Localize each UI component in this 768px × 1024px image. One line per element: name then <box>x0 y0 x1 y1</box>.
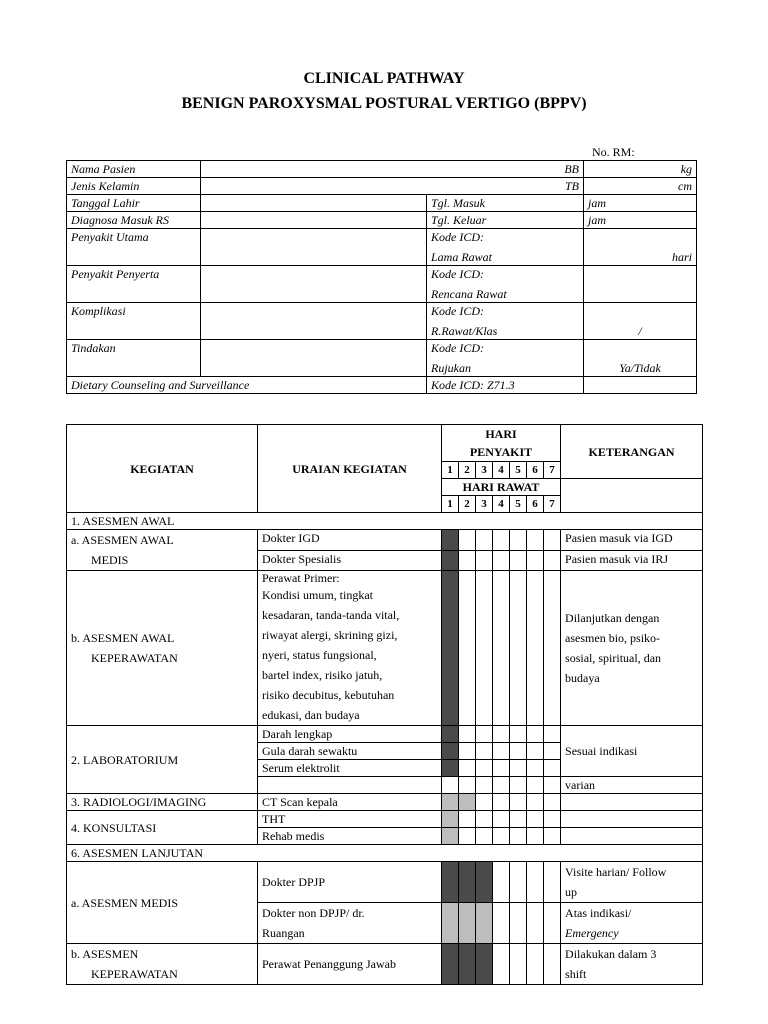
table-row <box>67 845 703 862</box>
day-number: 5 <box>510 462 527 479</box>
label-kode-icd-z: Kode ICD: Z71.3 <box>427 377 584 394</box>
day-cell <box>459 760 476 777</box>
table-row <box>67 425 703 462</box>
kegiatan-line: KEPERAWATAN <box>91 651 178 665</box>
day-cell-shaded <box>442 903 459 944</box>
day-cell <box>527 828 544 845</box>
day-cell <box>493 550 510 571</box>
day-cell <box>527 571 544 726</box>
table-row <box>67 811 703 828</box>
day-cell <box>476 811 493 828</box>
day-cell <box>527 862 544 903</box>
value-tanggal-lahir <box>201 195 427 212</box>
cell-kode-icd <box>427 340 584 377</box>
day-cell <box>510 550 527 571</box>
label-penyakit-penyerta: Penyakit Penyerta <box>67 266 201 303</box>
value-dietary <box>584 377 697 394</box>
day-number: 5 <box>510 496 527 513</box>
table-row <box>67 161 697 178</box>
table-row <box>67 303 697 340</box>
header-hari-rawat: HARI RAWAT <box>442 479 561 496</box>
unit-hari: hari <box>584 229 697 266</box>
kegiatan-line: MEDIS <box>91 553 129 567</box>
value-slash: / <box>584 303 697 340</box>
uraian-blank <box>258 777 442 794</box>
ket-visite <box>561 862 703 903</box>
header-kegiatan: KEGIATAN <box>67 425 258 513</box>
day-cell-shaded <box>442 794 459 811</box>
day-cell <box>459 726 476 743</box>
no-rm-label: No. RM: <box>592 145 635 159</box>
ket-line: shift <box>565 967 587 981</box>
day-cell-filled <box>442 743 459 760</box>
pathway-table <box>66 424 703 985</box>
day-cell <box>544 794 561 811</box>
value-penyakit-penyerta <box>201 266 427 303</box>
label-tgl-masuk: Tgl. Masuk <box>427 195 584 212</box>
day-cell <box>544 828 561 845</box>
day-cell <box>493 811 510 828</box>
uraian-line: nyeri, status fungsional, <box>262 648 377 662</box>
day-number: 1 <box>442 462 459 479</box>
uraian-dokter-dpjp: Dokter DPJP <box>258 862 442 903</box>
label-jenis-kelamin: Jenis Kelamin <box>67 178 201 195</box>
uraian-line: kesadaran, tanda-tanda vital, <box>262 608 400 622</box>
uraian-dokter-igd: Dokter IGD <box>258 530 442 551</box>
header-keterangan: KETERANGAN <box>561 425 703 479</box>
day-number: 3 <box>476 496 493 513</box>
day-cell-shaded <box>442 811 459 828</box>
day-cell <box>527 944 544 985</box>
ket-igd: Pasien masuk via IGD <box>561 530 703 551</box>
uraian-line: edukasi, dan budaya <box>262 708 360 722</box>
label-kode-icd: Kode ICD: <box>431 267 484 281</box>
label-r-rawat: R.Rawat/Klas <box>431 324 498 338</box>
day-cell-filled <box>459 944 476 985</box>
table-row <box>67 340 697 377</box>
ket-indikasi <box>561 903 703 944</box>
day-cell <box>544 726 561 743</box>
uraian-tht: THT <box>258 811 442 828</box>
day-number: 6 <box>527 462 544 479</box>
uraian-rehab-medis: Rehab medis <box>258 828 442 845</box>
day-cell-filled <box>442 760 459 777</box>
unit-jam: jam <box>584 212 697 229</box>
cell-kode-icd <box>427 266 584 303</box>
day-cell <box>510 828 527 845</box>
day-cell <box>527 760 544 777</box>
page-subtitle: BENIGN PAROXYSMAL POSTURAL VERTIGO (BPPV) <box>181 95 587 112</box>
ket-blank <box>561 828 703 845</box>
day-cell <box>527 530 544 551</box>
day-cell <box>459 550 476 571</box>
day-cell <box>510 726 527 743</box>
day-cell <box>442 777 459 794</box>
uraian-gula-darah: Gula darah sewaktu <box>258 743 442 760</box>
uraian-line: Ruangan <box>262 926 305 940</box>
ket-blank <box>561 794 703 811</box>
table-row <box>67 726 703 743</box>
day-cell <box>459 743 476 760</box>
header-uraian: URAIAN KEGIATAN <box>258 425 442 513</box>
day-cell <box>510 944 527 985</box>
ket-line: up <box>565 885 578 899</box>
day-cell-filled <box>442 944 459 985</box>
label-penyakit-utama: Penyakit Utama <box>67 229 201 266</box>
day-cell <box>493 571 510 726</box>
label-kode-icd: Kode ICD: <box>431 341 484 355</box>
day-cell <box>476 550 493 571</box>
day-cell <box>527 743 544 760</box>
unit-jam: jam <box>584 195 697 212</box>
day-cell <box>510 811 527 828</box>
ket-lab: Sesuai indikasi <box>561 726 703 777</box>
day-cell <box>459 811 476 828</box>
day-cell <box>459 571 476 726</box>
ket-blank <box>561 811 703 828</box>
day-cell-filled <box>476 944 493 985</box>
label-nama-pasien: Nama Pasien <box>67 161 201 178</box>
uraian-line: Kondisi umum, tingkat <box>262 588 373 602</box>
day-cell <box>459 828 476 845</box>
day-cell <box>476 828 493 845</box>
day-cell <box>493 530 510 551</box>
table-row <box>67 377 697 394</box>
header-hari-penyakit-line2: PENYAKIT <box>469 445 533 459</box>
unit-cm: cm <box>584 178 697 195</box>
day-number: 1 <box>442 496 459 513</box>
day-cell <box>544 550 561 571</box>
day-cell <box>544 760 561 777</box>
day-cell <box>493 777 510 794</box>
day-cell <box>493 828 510 845</box>
uraian-ct-scan: CT Scan kepala <box>258 794 442 811</box>
label-bb: BB <box>201 161 584 178</box>
day-cell <box>527 811 544 828</box>
day-cell-shaded <box>442 828 459 845</box>
day-cell-shaded <box>459 794 476 811</box>
value-penyakit-utama <box>201 229 427 266</box>
kegiatan-line: a. ASESMEN AWAL <box>71 533 174 547</box>
uraian-serum-elektrolit: Serum elektrolit <box>258 760 442 777</box>
day-cell <box>459 530 476 551</box>
table-row <box>67 212 697 229</box>
uraian-perawat-pj: Perawat Penanggung Jawab <box>258 944 442 985</box>
kegiatan-asesmen-keperawatan-lanjut <box>67 944 258 985</box>
day-cell <box>510 794 527 811</box>
value-diagnosa <box>201 212 427 229</box>
value-ya-tidak: Ya/Tidak <box>584 340 697 377</box>
day-cell <box>476 726 493 743</box>
table-row <box>67 794 703 811</box>
day-cell <box>510 743 527 760</box>
kegiatan-line: b. ASESMEN AWAL <box>71 631 175 645</box>
label-lama-rawat: Lama Rawat <box>431 250 493 264</box>
table-row <box>67 178 697 195</box>
kegiatan-asesmen-medis: a. ASESMEN MEDIS <box>67 862 258 944</box>
table-row <box>67 530 703 551</box>
kegiatan-line: b. ASESMEN <box>71 947 139 961</box>
header-hari-penyakit-line1: HARI <box>485 427 517 441</box>
ket-shift <box>561 944 703 985</box>
value-rencana-rawat <box>584 266 697 303</box>
day-cell-filled <box>442 530 459 551</box>
day-number: 2 <box>459 496 476 513</box>
day-cell <box>510 530 527 551</box>
ket-line: budaya <box>565 671 600 685</box>
uraian-line: Perawat Primer: <box>262 571 340 585</box>
day-cell <box>510 760 527 777</box>
table-row <box>67 944 703 985</box>
ket-varian: varian <box>561 777 703 794</box>
day-cell <box>493 862 510 903</box>
ket-line: sosial, spiritual, dan <box>565 651 662 665</box>
label-diagnosa: Diagnosa Masuk RS <box>67 212 201 229</box>
ket-line: Dilanjutkan dengan <box>565 611 660 625</box>
day-cell <box>527 550 544 571</box>
kegiatan-line: KEPERAWATAN <box>91 967 178 981</box>
day-number: 4 <box>493 496 510 513</box>
table-row <box>67 195 697 212</box>
ket-line: Dilakukan dalam 3 <box>565 947 657 961</box>
ket-line: asesmen bio, psiko- <box>565 631 661 645</box>
day-cell-filled <box>442 550 459 571</box>
day-cell <box>510 571 527 726</box>
label-tanggal-lahir: Tanggal Lahir <box>67 195 201 212</box>
label-kode-icd: Kode ICD: <box>431 304 484 318</box>
day-number: 6 <box>527 496 544 513</box>
cell-kode-icd <box>427 303 584 340</box>
table-row <box>67 571 703 726</box>
day-cell <box>493 743 510 760</box>
section-asesmen-lanjutan: 6. ASESMEN LANJUTAN <box>67 845 703 862</box>
day-cell <box>476 571 493 726</box>
day-cell <box>527 726 544 743</box>
day-cell <box>510 777 527 794</box>
label-komplikasi: Komplikasi <box>67 303 201 340</box>
unit-kg: kg <box>584 161 697 178</box>
uraian-dokter-spesialis: Dokter Spesialis <box>258 550 442 571</box>
table-row <box>67 266 697 303</box>
day-cell-filled <box>442 571 459 726</box>
uraian-line: Dokter non DPJP/ dr. <box>262 906 365 920</box>
kegiatan-radiologi: 3. RADIOLOGI/IMAGING <box>67 794 258 811</box>
ket-perawat <box>561 571 703 726</box>
value-komplikasi <box>201 303 427 340</box>
day-cell <box>544 743 561 760</box>
day-cell <box>459 777 476 794</box>
kegiatan-asesmen-keperawatan <box>67 571 258 726</box>
day-cell-shaded <box>459 903 476 944</box>
uraian-perawat-primer <box>258 571 442 726</box>
day-cell <box>544 530 561 551</box>
kegiatan-konsultasi: 4. KONSULTASI <box>67 811 258 845</box>
day-cell <box>476 760 493 777</box>
day-cell-shaded <box>476 903 493 944</box>
label-rencana-rawat: Rencana Rawat <box>431 287 507 301</box>
day-cell <box>493 760 510 777</box>
table-row <box>67 513 703 530</box>
day-cell <box>544 944 561 985</box>
ket-line: Emergency <box>565 926 619 940</box>
label-tb: TB <box>201 178 584 195</box>
label-kode-icd: Kode ICD: <box>431 230 484 244</box>
label-tindakan: Tindakan <box>67 340 201 377</box>
day-cell <box>527 777 544 794</box>
label-rujukan: Rujukan <box>431 361 471 375</box>
header-hari-penyakit <box>442 425 561 462</box>
day-cell <box>493 944 510 985</box>
day-cell <box>510 862 527 903</box>
label-dietary: Dietary Counseling and Surveillance <box>67 377 427 394</box>
day-number: 7 <box>544 462 561 479</box>
day-cell <box>544 862 561 903</box>
day-cell-filled <box>459 862 476 903</box>
day-cell <box>544 777 561 794</box>
day-cell <box>544 903 561 944</box>
day-cell <box>544 811 561 828</box>
uraian-darah-lengkap: Darah lengkap <box>258 726 442 743</box>
patient-info-table <box>66 160 697 394</box>
day-cell-filled <box>442 862 459 903</box>
day-cell <box>493 794 510 811</box>
day-cell <box>527 903 544 944</box>
uraian-line: risiko decubitus, kebutuhan <box>262 688 395 702</box>
ket-line: Atas indikasi/ <box>565 906 632 920</box>
uraian-line: bartel index, risiko jatuh, <box>262 668 383 682</box>
day-number: 7 <box>544 496 561 513</box>
day-cell <box>476 530 493 551</box>
kegiatan-laboratorium: 2. LABORATORIUM <box>67 726 258 794</box>
ket-irj: Pasien masuk via IRJ <box>561 550 703 571</box>
day-cell <box>493 903 510 944</box>
page-title: CLINICAL PATHWAY <box>303 70 465 87</box>
label-tgl-keluar: Tgl. Keluar <box>427 212 584 229</box>
uraian-line: riwayat alergi, skrining gizi, <box>262 628 398 642</box>
cell-kode-icd <box>427 229 584 266</box>
day-cell <box>476 743 493 760</box>
day-cell <box>476 777 493 794</box>
kegiatan-asesmen-awal-medis <box>67 530 258 571</box>
day-cell-filled <box>442 726 459 743</box>
day-cell <box>510 903 527 944</box>
day-cell <box>476 794 493 811</box>
day-cell <box>493 726 510 743</box>
value-tindakan <box>201 340 427 377</box>
day-cell <box>544 571 561 726</box>
day-cell <box>527 794 544 811</box>
table-row <box>67 229 697 266</box>
header-keterangan-blank <box>561 479 703 513</box>
section-asesmen-awal: 1. ASESMEN AWAL <box>67 513 703 530</box>
uraian-dokter-non-dpjp <box>258 903 442 944</box>
day-number: 3 <box>476 462 493 479</box>
table-row <box>67 862 703 903</box>
ket-line: Visite harian/ Follow <box>565 865 667 879</box>
day-number: 2 <box>459 462 476 479</box>
day-cell-filled <box>476 862 493 903</box>
day-number: 4 <box>493 462 510 479</box>
